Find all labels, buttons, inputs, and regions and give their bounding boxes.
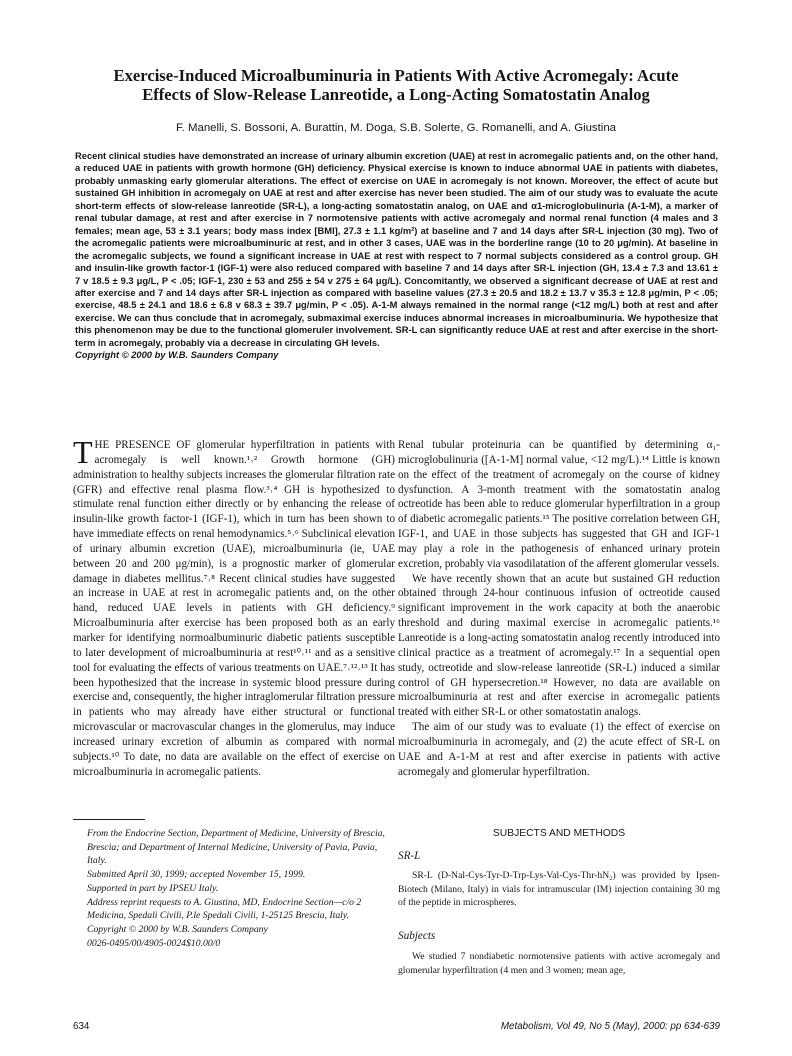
footnote-code: 0026-0495/00/4905-0024$10.00/0: [87, 937, 221, 949]
footnote-support: Supported in part by IPSEU Italy.: [87, 882, 219, 894]
page-number: 634: [73, 1021, 90, 1032]
intro-paragraph: [73, 434, 395, 779]
paragraph-study-aim: The aim of our study was to evaluate (1) the effect of exercise on microalbuminuria in acromegaly, and (2) the acute effect of SR-L on UAE and A-1-M at rest and after exercise in patients with active acromegaly and glomerular hyperfiltration.: [398, 721, 720, 778]
intro-text: glomerular hyperfiltration in patients with acromegaly is well known.¹˒² Growth hormone (GH) administration to healthy subjects increases the glomerular filtration rate (GFR) and effective renal plasma flow.³˒⁴ GH is hypothesized to stimulate renal function either directly or by enhancing the release of insulin-like growth factor-1 (IGF-1), which in turn has been shown to have immediate effects on renal hemodynamics.⁵˒⁶ Subclinical elevation of urinary albumin excretion (UAE), microalbuminuria (ie, UAE between 20 and 200 μg/min), is a prognostic marker of glomerular damage in diabetes mellitus.⁷˒⁸ Recent clinical studies have suggested an increase in UAE at rest in acromegalic patients and, on the other hand, reduced UAE levels in patients with GH deficiency.⁹ Microalbuminuria after exercise has been proposed both as an early marker for identifying normoalbuminuric diabetic patients susceptible to later development of microalbuminuria at rest¹⁰˒¹¹ and as a sensitive tool for evaluating the effects of various treatments on UAE.⁷˒¹²˒¹³ It has been hypothesized that the increase in systemic blood pressure during exercise and, consequently, the higher intraglomerular filtration pressure in patients who may already have either structural or functional microvascular or macrovascular changes in the glomerulus, may induce increased urinary excretion of albumin as compared with normal subjects.¹⁰ To date, no data are available on the effect of exercise on microalbuminuria in acromegalic patients.: [73, 439, 395, 778]
author-list: F. Manelli, S. Bossoni, A. Burattin, M. Doga, S.B. Solerte, G. Romanelli, and A. Giustina: [175, 122, 616, 134]
section-heading-methods: SUBJECTS AND METHODS: [492, 828, 626, 839]
srl-text: SR-L (D-Nal-Cys-Tyr-D-Trp-Lys-Val-Cys-Thr-hN₂) was provided by Ipsen-Biotech (Milano, Italy) in vials for intramuscular (IM) injection containing 30 mg of the peptide in microspheres.: [398, 870, 720, 909]
subheading-subjects: Subjects: [398, 930, 436, 942]
article-title: [70, 66, 722, 104]
subjects-text: We studied 7 nondiabetic normotensive patients with active acromegaly and glomerular hyperfiltration (4 men and 3 women; mean age,: [398, 951, 720, 976]
abstract-copyright: Copyright © 2000 by W.B. Saunders Company: [75, 350, 279, 361]
abstract-text: Recent clinical studies have demonstrated an increase of urinary albumin excretion (UAE) at rest in acromegalic patients and, on the other hand, a reduced UAE in patients with growth hormone (GH) deficiency. Physical exercise is known to induce abnormal UAE in patients with diabetes, probably unmasking early glomerular alterations. The effect of exercise on UAE in acromegaly is not known. Moreover, the effect of acute but sustained GH inhibition in acromegaly on UAE at rest and after exercise has never been studied. The aim of our study was to evaluate the acute short-term effects of slow-release lanreotide (SR-L), a long-acting somatostatin analog, on UAE and α1-microglobulinuria (A-1-M), a marker of renal tubular damage, at rest and after exercise in 7 normotensive patients with active acromegaly and normal renal function (4 males and 3 females; mean age, 53 ± 3.1 years; body mass index [BMI], 27.3 ± 1.1 kg/m²) at baseline and 7 and 14 days after SR-L injection (30 mg). Two of the acromegalic patients were microalbuminuric at rest, and in other 3 cases, UAE was in the borderline range (10 to 20 μg/min). At baseline in the acromegalic subjects, we found a significant increase in UAE at rest with respect to 7 normal subjects considered as a control group. GH and insulin-like growth factor-1 (IGF-1) were also reduced compared with baseline 7 and 14 days after SR-L injection (GH, 13.4 ± 7.3 and 13.61 ± 7 v 18.5 ± 9.3 μg/L, P < .05; IGF-1, 230 ± 53 and 255 ± 54 v 275 ± 64 μg/L). Concomitantly, we observed a significant decrease of UAE at rest and after exercise and 7 and 14 days after SR-L injection as compared with baseline values (27.3 ± 20.5 and 18.2 ± 13.7 v 35.3 ± 12.8 μg/min, P < .05; exercise, 48.5 ± 24.1 and 18.6 ± 6.8 v 68.3 ± 39.7 μg/min, P < .05). A-1-M always remained in the normal range (<12 mg/L) both at rest and after exercise. We can thus conclude that in acromegaly, submaximal exercise induces abnormal increases in microalbuminuria. We hypothesize that this phenomenon may be due to the functional glomeruler involvement. SR-L can significantly reduce UAE at rest and after exercise in the short-term in acromegaly, probably via a decrease in circulating GH levels.: [75, 151, 718, 348]
drop-cap: T: [73, 434, 93, 470]
intro-lead-in: HE PRESENCE OF: [94, 439, 191, 451]
srl-paragraph: [398, 869, 720, 910]
footnote-reprint: Address reprint requests to A. Giustina, MD, Endocrine Section—c/o 2 Medicina, Spedali Civili, P.le Spedali Civili, 1-25125 Brescia, Italy.: [87, 896, 362, 922]
footnote-copyright: Copyright © 2000 by W.B. Saunders Company: [87, 923, 268, 935]
affiliation-footnote: [73, 827, 393, 950]
title-line-2: Effects of Slow-Release Lanreotide, a Long-Acting Somatostatin Analog: [142, 85, 650, 104]
paragraph-gh-reduction: We have recently shown that an acute but sustained GH reduction obtained through 24-hour continuous infusion of octreotide caused significant improvement in the work capacity at both the anaerobic threshold and during maximal exercise in acromegalic patients.¹⁶ Lanreotide is a long-acting somatostatin analog recently introduced into clinical practice as a treatment of acromegaly.¹⁷ In a sequential open study, octreotide and slow-release lanreotide (SR-L) induced a similar control of GH hypersecretion.¹⁸ However, no data are available on microalbuminuria at rest and after exercise in acromegalic patients treated with either SR-L or other somatostatin analogs.: [398, 572, 720, 719]
subheading-srl: SR-L: [398, 850, 421, 862]
footnote-divider: [73, 819, 145, 820]
journal-citation: Metabolism, Vol 49, No 5 (May), 2000: pp 634-639: [500, 1021, 720, 1032]
footnote-affiliation: From the Endocrine Section, Department of Medicine, University of Brescia, Brescia; and Department of Internal Medicine, University of Pavia, Pavia, Italy.: [87, 828, 385, 867]
footnote-dates: Submitted April 30, 1999; accepted November 15, 1999.: [87, 869, 306, 881]
subjects-paragraph: [398, 950, 720, 977]
abstract: [75, 150, 718, 362]
title-line-1: Exercise-Induced Microalbuminuria in Patients With Active Acromegaly: Acute: [113, 66, 679, 85]
body-column-right: [398, 438, 720, 779]
paragraph-tubular-proteinuria: Renal tubular proteinuria can be quantified by determining α₁-microglobulinuria ([A-1-M] normal value, <12 mg/L).¹⁴ Little is known on the effect of the treatment of acromegaly on the course of kidney dysfunction. A 3-month treatment with the somatostatin analog octreotide has been able to reduce glomerular hyperfiltration in a group of diabetic acromegalic patients.¹⁵ The positive correlation between GH, IGF-1, and UAE in those subjects has suggested that GH and IGF-1 may play a role in the pathogenesis of enhanced urinary protein excretion, probably via vasodilatation of the afferent glomerular vessels.: [398, 439, 720, 570]
body-column-left: [73, 434, 395, 779]
